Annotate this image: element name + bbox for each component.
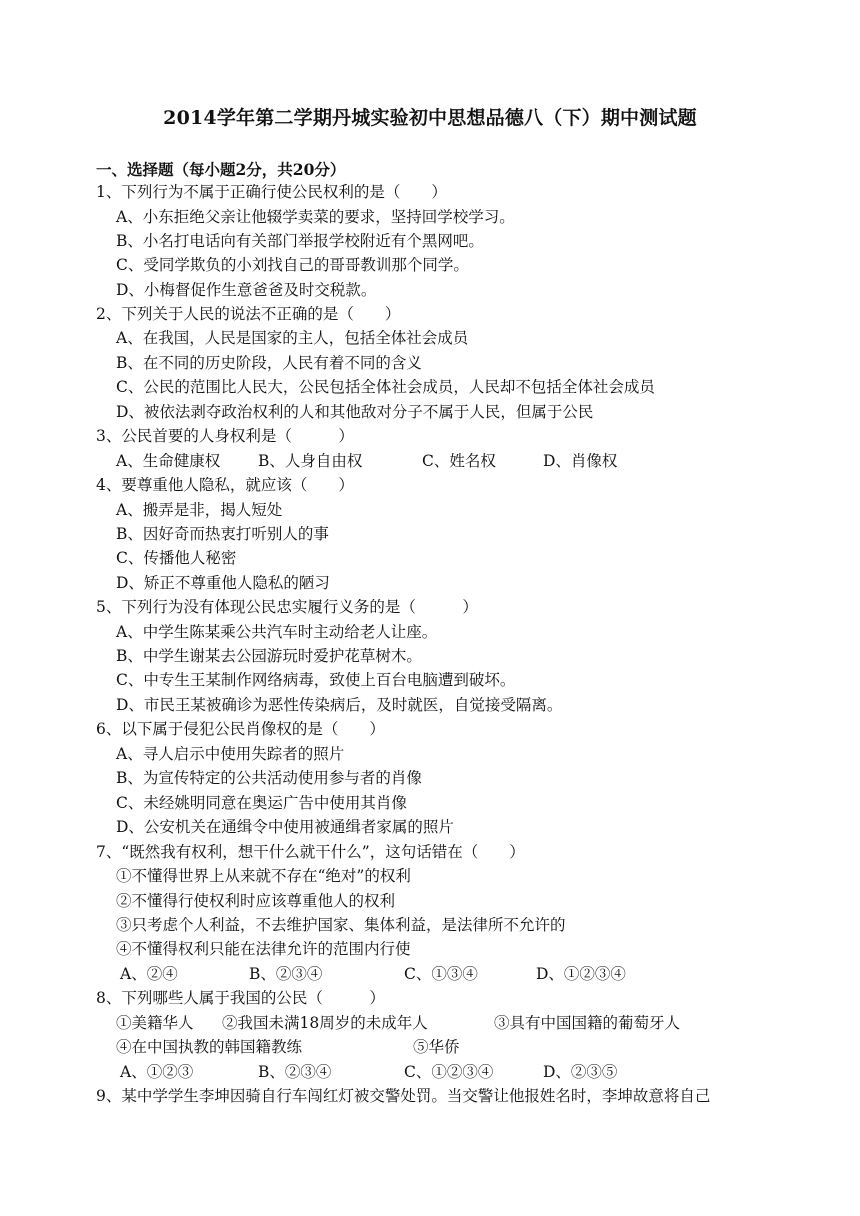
exam-title: 2014学年第二学期丹城实验初中思想品德八（下）期中测试题 — [163, 107, 697, 129]
question-1-option-d: D、小梅督促作生意爸爸及时交税款。 — [116, 281, 377, 299]
question-6-option-c: C、未经姚明同意在奥运广告中使用其肖像 — [116, 794, 407, 812]
question-5-option-a: A、中学生陈某乘公共汽车时主动给老人让座。 — [116, 623, 438, 641]
question-5-option-b: B、中学生谢某去公园游玩时爱护花草树木。 — [116, 647, 422, 665]
question-4-option-d: D、矫正不尊重他人隐私的陋习 — [116, 574, 330, 592]
question-7-option-d: D、①②③④ — [536, 965, 626, 983]
question-7-statement-2: ②不懂得行使权利时应该尊重他人的权利 — [116, 892, 396, 910]
question-7-option-b: B、②③④ — [249, 965, 323, 983]
question-8-option-c: C、①②③④ — [404, 1063, 494, 1081]
question-6-option-d: D、公安机关在通缉令中使用被通缉者家属的照片 — [116, 818, 454, 836]
question-4-option-c: C、传播他人秘密 — [116, 549, 237, 567]
question-5-option-d: D、市民王某被确诊为恶性传染病后，及时就医，自觉接受隔离。 — [116, 696, 563, 714]
question-8-option-b: B、②③④ — [258, 1063, 332, 1081]
question-8-statement-3: ③具有中国国籍的葡萄牙人 — [494, 1014, 681, 1032]
question-1-stem: 1、下列行为不属于正确行使公民权利的是（ ） — [96, 183, 447, 201]
question-3-option-a: A、生命健康权 — [116, 452, 221, 470]
question-3-stem: 3、公民首要的人身权利是（ ） — [96, 427, 354, 445]
question-8-option-d: D、②③⑤ — [543, 1063, 618, 1081]
question-7-option-c: C、①③④ — [404, 965, 478, 983]
question-5-stem: 5、下列行为没有体现公民忠实履行义务的是（ ） — [96, 598, 478, 616]
question-7-option-a: A、②④ — [120, 965, 178, 983]
question-2-stem: 2、下列关于人民的说法不正确的是（ ） — [96, 305, 401, 323]
question-5-option-c: C、中专生王某制作网络病毒，致使上百台电脑遭到破坏。 — [116, 671, 516, 689]
question-1-option-b: B、小名打电话向有关部门举报学校附近有个黑网吧。 — [116, 232, 484, 250]
question-3-option-b: B、人身自由权 — [258, 452, 363, 470]
question-8-statement-2: ②我国未满18周岁的未成年人 — [222, 1014, 428, 1032]
question-6-option-b: B、为宣传特定的公共活动使用参与者的肖像 — [116, 769, 422, 787]
question-3-option-c: C、姓名权 — [422, 452, 496, 470]
question-7-statement-1: ①不懂得世界上从来就不存在“绝对”的权利 — [116, 867, 411, 885]
question-1-option-c: C、受同学欺负的小刘找自己的哥哥教训那个同学。 — [116, 256, 469, 274]
question-2-option-d: D、被依法剥夺政治权利的人和其他敌对分子不属于人民，但属于公民 — [116, 403, 594, 421]
question-9-stem: 9、某中学学生李坤因骑自行车闯红灯被交警处罚。当交警让他报姓名时，李坤故意将自己 — [96, 1087, 711, 1105]
section-heading: 一、选择题（每小题2分，共20分） — [96, 160, 346, 179]
question-8-statement-5: ⑤华侨 — [413, 1038, 460, 1056]
question-8-statement-4: ④在中国执教的韩国籍教练 — [116, 1038, 303, 1056]
question-1-option-a: A、小东拒绝父亲让他辍学卖菜的要求，坚持回学校学习。 — [116, 208, 515, 226]
question-6-stem: 6、以下属于侵犯公民肖像权的是（ ） — [96, 720, 385, 738]
question-8-stem: 8、下列哪些人属于我国的公民（ ） — [96, 989, 385, 1007]
question-7-statement-4: ④不懂得权利只能在法律允许的范围内行使 — [116, 940, 411, 958]
question-4-option-a: A、搬弄是非，揭人短处 — [116, 501, 283, 519]
question-4-stem: 4、要尊重他人隐私，就应该（ ） — [96, 476, 354, 494]
question-7-stem: 7、“既然我有权利，想干什么就干什么”，这句话错在（ ） — [96, 843, 525, 861]
question-7-statement-3: ③只考虑个人利益，不去维护国家、集体利益，是法律所不允许的 — [116, 916, 566, 934]
question-6-option-a: A、寻人启示中使用失踪者的照片 — [116, 745, 345, 763]
question-4-option-b: B、因好奇而热衷打听别人的事 — [116, 525, 329, 543]
question-3-option-d: D、肖像权 — [543, 452, 618, 470]
question-2-option-c: C、公民的范围比人民大，公民包括全体社会成员，人民却不包括全体社会成员 — [116, 378, 655, 396]
question-2-option-a: A、在我国，人民是国家的主人，包括全体社会成员 — [116, 329, 469, 347]
question-8-option-a: A、①②③ — [120, 1063, 194, 1081]
question-2-option-b: B、在不同的历史阶段，人民有着不同的含义 — [116, 354, 422, 372]
question-8-statement-1: ①美籍华人 — [116, 1014, 194, 1032]
